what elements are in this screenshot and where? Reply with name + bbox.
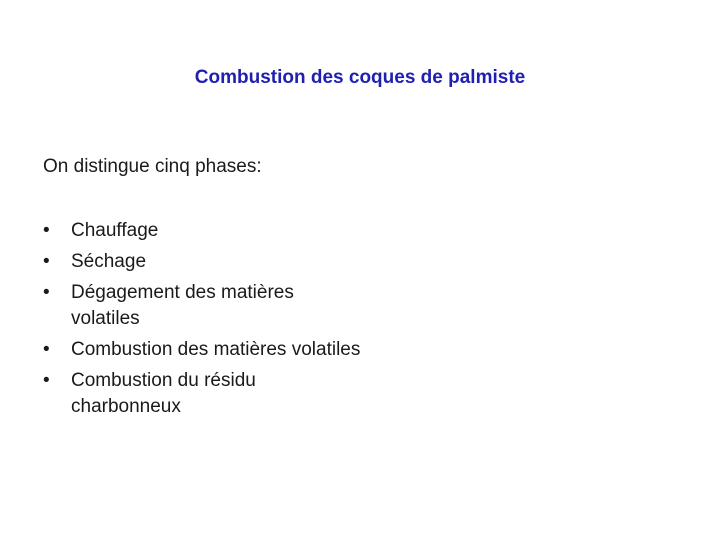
intro-text: On distingue cinq phases: [43,156,262,177]
bullet-item-sechage [43,249,363,275]
bullet-label: Combustion du résidu charbonneux [71,370,256,417]
bullet-label: Dégagement des matières volatiles [71,282,294,329]
bullet-icon: • [43,251,50,272]
bullet-icon: • [43,220,50,241]
bullet-label: Chauffage [71,220,159,241]
bullet-item-degagement [43,280,363,332]
bullet-item-combustion-residu [43,368,363,420]
bullet-label: Combustion des matières volatiles [71,339,361,360]
bullet-label: Séchage [71,251,147,272]
bullet-icon: • [43,282,50,303]
bullet-list [43,218,363,425]
bullet-item-combustion-volatiles [43,337,363,363]
bullet-icon: • [43,370,50,391]
bullet-item-chauffage [43,218,363,244]
slide-title: Combustion des coques de palmiste [194,67,526,88]
bullet-icon: • [43,339,50,360]
